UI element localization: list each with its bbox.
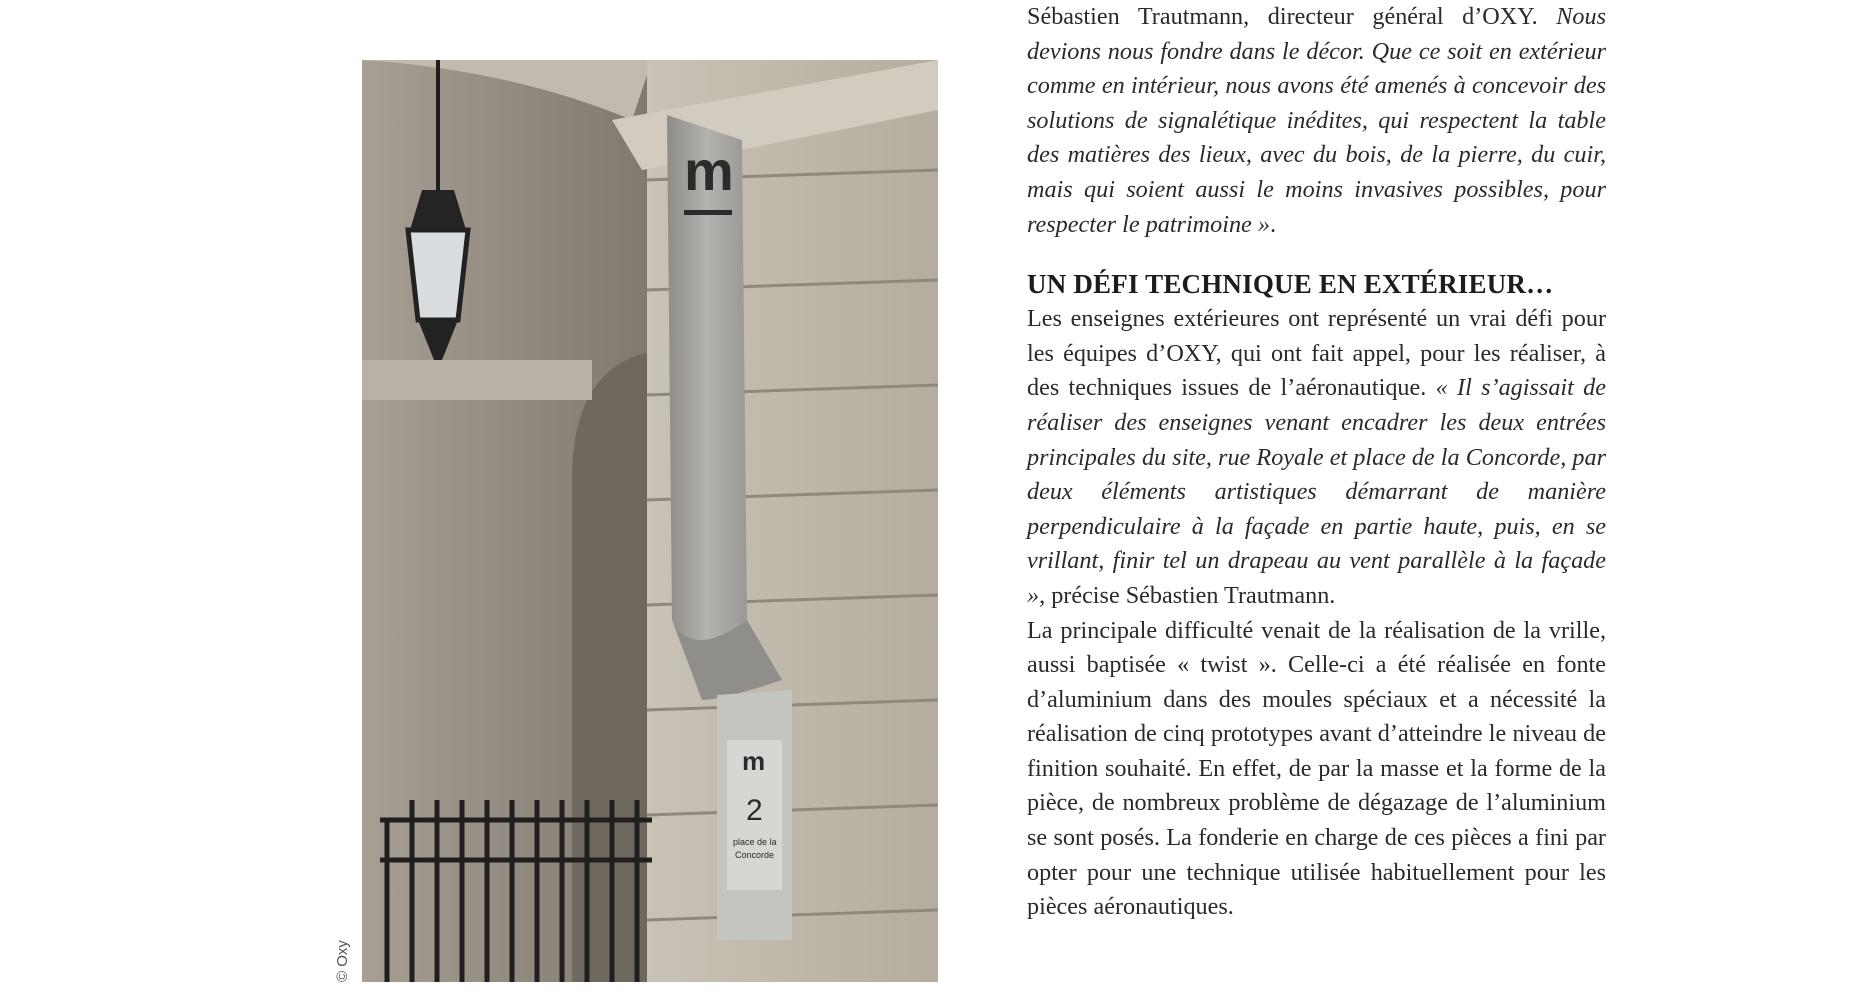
paragraph-1-text: Les enseignes extérieures ont représenté un vrai défi pour les équipes d’OXY, qui ont fait appel, pour les réaliser, à des techniques issues de l’aéronautique. — [1027, 305, 1606, 402]
plaque-logo: m — [742, 746, 766, 776]
paragraph-1-quote: « Il s’agissait de réaliser des enseignes venant encadrer les deux entrées principales du site, rue Royale et place de la Concorde, par deux éléments artistiques démarrant de manière perpendiculaire à la façade en partie haute, puis, en se vrillant, finir tel un drapeau au vent parallèle à la façade » — [1027, 374, 1607, 609]
paragraph-1-end: , précise Sébastien Trautmann. — [1039, 581, 1336, 609]
intro-text: Sébastien Trautmann, directeur général d’OXY. — [1027, 3, 1538, 30]
section-heading: UN DÉFI TECHNIQUE EN EXTÉRIEUR… — [1027, 269, 1554, 300]
sign-logo: m — [684, 139, 734, 202]
intro-paragraph — [1027, 0, 1606, 242]
intro-end: . — [1269, 210, 1276, 238]
plaque-line1: place de la — [733, 837, 777, 847]
paragraph-2: La principale difficulté venait de la réalisation de la vrille, aussi baptisée « twist ». Celle-ci a été réalisée en fonte d’aluminium dans des moules spéciaux et a nécessité la réalisation de cinq prototypes avant d’atteindre le niveau de finition souhaité. En effet, de par la masse et la forme de la pièce, de nombreux problème de dégazage de l’aluminium se sont posés. La fonderie en charge de ces pièces a fini par opter pour une technique utilisée habituellement pour les pièces aéronautiques. — [1027, 616, 1606, 921]
paragraph-1 — [1027, 302, 1606, 613]
intro-quote: Nous devions nous fondre dans le décor. Que ce soit en extérieur comme en intérieur, nous avons été amenés à concevoir des solutions de signalétique inédites, qui respectent la table des matières des lieux, avec du bois, de la pierre, du cuir, mais qui soient aussi le moins invasives possibles, pour respecter le patrimoine » — [1027, 3, 1606, 238]
plaque-line2: Concorde — [735, 850, 775, 860]
plaque-number: 2 — [746, 794, 763, 827]
building-facade-illustration — [362, 60, 938, 982]
photo-credit: © Oxy — [334, 940, 351, 982]
article-photo — [362, 60, 938, 982]
article-column — [1027, 0, 1606, 925]
